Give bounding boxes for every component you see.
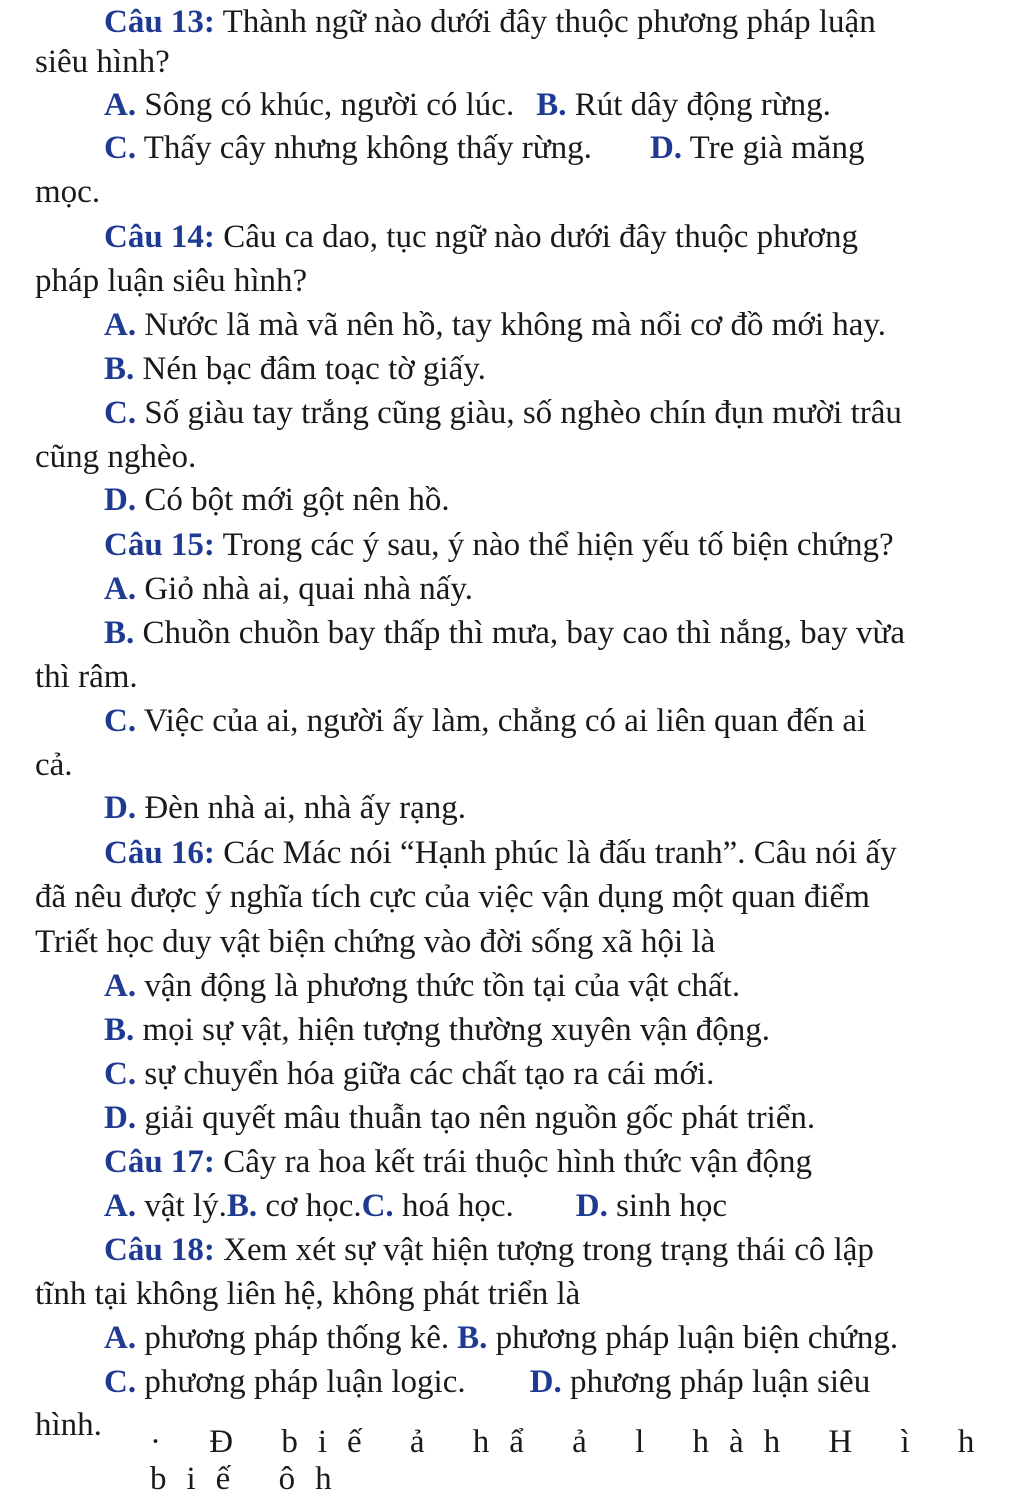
question-16-stem-line-3: Triết học duy vật biện chứng vào đời sống xã hội là bbox=[35, 924, 716, 960]
question-18-stem-line-1: Câu 18: Xem xét sự vật hiện tượng trong trạng thái cô lập bbox=[104, 1232, 874, 1268]
question-18-option-d-continuation: hình. bbox=[35, 1407, 102, 1443]
question-16-option-c: C. sự chuyển hóa giữa các chất tạo ra cái mới. bbox=[104, 1056, 715, 1092]
question-15-stem-line-1: Câu 15: Trong các ý sau, ý nào thể hiện yếu tố biện chứng? bbox=[104, 527, 894, 563]
question-18-options-row-1: A. phương pháp thống kê. B. phương pháp luận biện chứng. bbox=[104, 1320, 899, 1356]
question-14-option-d: D. Có bột mới gột nên hồ. bbox=[104, 482, 450, 518]
question-13-option-d-continuation: mọc. bbox=[35, 174, 101, 210]
question-13-label: Câu 13: bbox=[104, 4, 215, 40]
question-14-stem-line-2: pháp luận siêu hình? bbox=[35, 263, 308, 299]
question-14-stem-line-1: Câu 14: Câu ca dao, tục ngữ nào dưới đây thuộc phương bbox=[104, 219, 858, 255]
question-16-stem-line-2: đã nêu được ý nghĩa tích cực của việc vận dụng một quan điểm bbox=[35, 879, 870, 915]
question-15-option-c-continuation: cả. bbox=[35, 747, 73, 783]
question-16-option-d: D. giải quyết mâu thuẫn tạo nên nguồn gốc phát triển. bbox=[104, 1100, 816, 1136]
question-16-option-b: B. mọi sự vật, hiện tượng thường xuyên vận động. bbox=[104, 1012, 771, 1048]
question-18-options-row-2: C. phương pháp luận logic. D. phương pháp luận siêu bbox=[104, 1364, 871, 1400]
question-17-stem-line-1: Câu 17: Cây ra hoa kết trái thuộc hình thức vận động bbox=[104, 1144, 812, 1180]
question-13-stem-line-1: Câu 13: Thành ngữ nào dưới đây thuộc phương pháp luận bbox=[104, 4, 876, 40]
question-17-options-row: A. vật lý.B. cơ học.C. hoá học. D. sinh học bbox=[104, 1188, 727, 1224]
question-15-option-b-continuation: thì râm. bbox=[35, 659, 138, 695]
question-13-options-row-2: C. Thấy cây nhưng không thấy rừng. D. Tre già măng bbox=[104, 130, 865, 166]
question-16-stem-line-1: Câu 16: Các Mác nói “Hạnh phúc là đấu tranh”. Câu nói ấy bbox=[104, 835, 897, 871]
cut-off-line: · Đ biế ả hẩ ả l hàh H ì h biế ôh bbox=[150, 1424, 995, 1497]
question-14-option-c-continuation: cũng nghèo. bbox=[35, 439, 197, 475]
question-16-option-a: A. vận động là phương thức tồn tại của vật chất. bbox=[104, 968, 741, 1004]
question-15-option-d: D. Đèn nhà ai, nhà ấy rạng. bbox=[104, 790, 466, 826]
question-18-stem-line-2: tĩnh tại không liên hệ, không phát triển là bbox=[35, 1276, 581, 1312]
question-15-option-a: A. Giỏ nhà ai, quai nhà nấy. bbox=[104, 571, 474, 607]
question-14-option-b: B. Nén bạc đâm toạc tờ giấy. bbox=[104, 351, 486, 387]
question-15-option-c: C. Việc của ai, người ấy làm, chẳng có ai liên quan đến ai bbox=[104, 703, 867, 739]
question-13-options-row-1: A. Sông có khúc, người có lúc. B. Rút dây động rừng. bbox=[104, 87, 831, 123]
question-14-option-a: A. Nước lã mà vã nên hồ, tay không mà nổi cơ đồ mới hay. bbox=[104, 307, 887, 343]
question-15-option-b: B. Chuồn chuồn bay thấp thì mưa, bay cao thì nắng, bay vừa bbox=[104, 615, 906, 651]
question-14-option-c: C. Số giàu tay trắng cũng giàu, số nghèo chín đụn mười trâu bbox=[104, 395, 902, 431]
question-13-stem-line-2: siêu hình? bbox=[35, 44, 170, 80]
